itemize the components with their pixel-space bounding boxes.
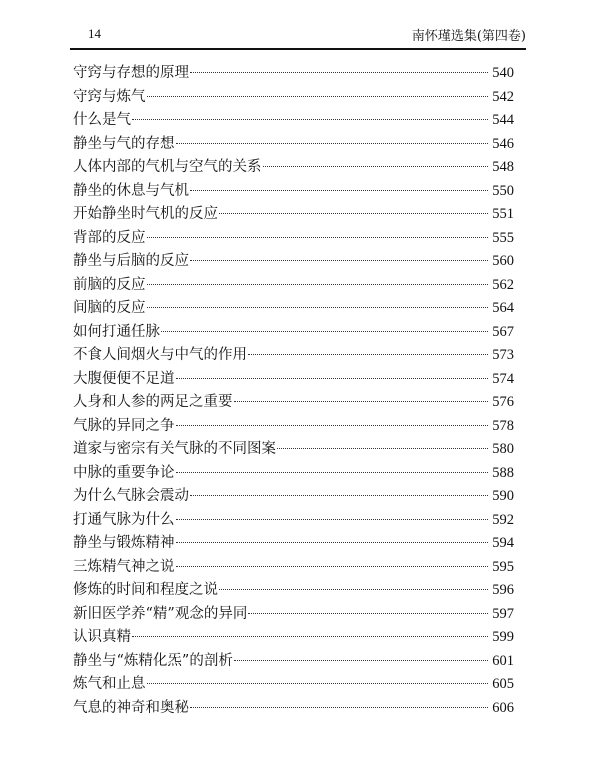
toc-entry-page-number: 564 bbox=[492, 300, 514, 316]
toc-entry-page-number: 595 bbox=[492, 558, 514, 575]
toc-entry bbox=[73, 274, 514, 298]
toc-entry-title: 静坐与锻炼精神 bbox=[73, 535, 175, 551]
dot-leader bbox=[234, 401, 489, 402]
toc-entry bbox=[73, 556, 514, 580]
dot-leader bbox=[176, 143, 489, 144]
toc-entry bbox=[73, 109, 514, 133]
toc-entry-page-number: 578 bbox=[492, 417, 514, 434]
toc-entry-page-number: 544 bbox=[492, 112, 514, 128]
toc-entry bbox=[73, 415, 514, 439]
toc-entry-title: 气息的神奇和奥秘 bbox=[73, 699, 189, 716]
dot-leader bbox=[263, 166, 489, 167]
toc-entry bbox=[73, 156, 514, 180]
toc-entry-title: 背部的反应 bbox=[73, 229, 146, 246]
dot-leader bbox=[161, 331, 488, 332]
toc-entry bbox=[73, 462, 514, 486]
toc-entry-page-number: 606 bbox=[492, 699, 514, 716]
toc-entry-page-number: 550 bbox=[492, 182, 514, 199]
toc-entry-title: 为什么气脉会震动 bbox=[73, 488, 189, 504]
toc-entry-page-number: 605 bbox=[492, 676, 514, 692]
toc-entry bbox=[73, 344, 514, 368]
dot-leader bbox=[176, 378, 489, 379]
toc-entry-title: 静坐与后脑的反应 bbox=[73, 253, 189, 269]
toc-entry-title: 炼气和止息 bbox=[73, 676, 146, 692]
toc-entry-page-number: 573 bbox=[492, 347, 514, 363]
dot-leader bbox=[132, 636, 488, 637]
toc-entry bbox=[73, 250, 514, 274]
toc-entry bbox=[73, 603, 514, 627]
toc-entry bbox=[73, 62, 514, 86]
toc-entry-title: 三炼精气神之说 bbox=[73, 558, 175, 575]
toc-entry-page-number: 562 bbox=[492, 276, 514, 293]
toc-entry-title: 新旧医学养“精”观念的异同 bbox=[73, 605, 248, 622]
toc-entry-page-number: 592 bbox=[492, 511, 514, 528]
dot-leader bbox=[277, 448, 488, 449]
dot-leader bbox=[190, 72, 488, 73]
toc-entry-page-number: 548 bbox=[492, 159, 514, 175]
page-header bbox=[70, 22, 526, 50]
toc-entry bbox=[73, 697, 514, 721]
toc-entry-title: 静坐与气的存想 bbox=[73, 135, 175, 152]
dot-leader bbox=[190, 260, 488, 261]
toc-entry bbox=[73, 297, 514, 321]
toc-entry-page-number: 551 bbox=[492, 206, 514, 222]
dot-leader bbox=[234, 660, 488, 661]
toc-entry-page-number: 567 bbox=[492, 323, 514, 340]
dot-leader bbox=[147, 96, 489, 97]
table-of-contents bbox=[73, 62, 514, 720]
dot-leader bbox=[176, 425, 489, 426]
toc-entry-page-number: 576 bbox=[492, 394, 514, 410]
toc-entry-title: 守窍与存想的原理 bbox=[73, 65, 189, 81]
toc-entry bbox=[73, 368, 514, 392]
toc-entry bbox=[73, 509, 514, 533]
dot-leader bbox=[147, 284, 489, 285]
toc-entry-title: 道家与密宗有关气脉的不同图案 bbox=[73, 441, 276, 457]
toc-entry bbox=[73, 438, 514, 462]
toc-entry-page-number: 560 bbox=[492, 253, 514, 269]
toc-entry-title: 静坐与“炼精化炁”的剖析 bbox=[73, 652, 233, 669]
dot-leader bbox=[176, 519, 489, 520]
toc-entry-page-number: 546 bbox=[492, 135, 514, 152]
dot-leader bbox=[147, 307, 489, 308]
toc-entry-page-number: 580 bbox=[492, 441, 514, 457]
dot-leader bbox=[132, 119, 488, 120]
toc-entry bbox=[73, 133, 514, 157]
toc-entry-title: 如何打通任脉 bbox=[73, 323, 160, 340]
dot-leader bbox=[176, 472, 489, 473]
dot-leader bbox=[147, 237, 489, 238]
dot-leader bbox=[219, 589, 488, 590]
toc-entry-title: 前脑的反应 bbox=[73, 276, 146, 293]
toc-entry-page-number: 599 bbox=[492, 629, 514, 645]
toc-entry-title: 中脉的重要争论 bbox=[73, 464, 175, 481]
toc-entry-page-number: 590 bbox=[492, 488, 514, 504]
toc-entry-title: 守窍与炼气 bbox=[73, 88, 146, 105]
toc-entry-page-number: 555 bbox=[492, 229, 514, 246]
toc-entry-title: 间脑的反应 bbox=[73, 300, 146, 316]
toc-entry-title: 静坐的休息与气机 bbox=[73, 182, 189, 199]
toc-entry bbox=[73, 180, 514, 204]
toc-entry-page-number: 596 bbox=[492, 582, 514, 598]
toc-entry bbox=[73, 227, 514, 251]
toc-entry-title: 什么是气 bbox=[73, 112, 131, 128]
dot-leader bbox=[190, 495, 488, 496]
toc-entry bbox=[73, 673, 514, 697]
dot-leader bbox=[248, 354, 488, 355]
toc-entry-page-number: 594 bbox=[492, 535, 514, 551]
toc-entry-title: 开始静坐时气机的反应 bbox=[73, 206, 218, 222]
dot-leader bbox=[176, 566, 489, 567]
toc-entry bbox=[73, 321, 514, 345]
toc-entry bbox=[73, 203, 514, 227]
dot-leader bbox=[248, 613, 488, 614]
dot-leader bbox=[176, 542, 489, 543]
toc-entry bbox=[73, 86, 514, 110]
dot-leader bbox=[190, 190, 488, 191]
page-number: 14 bbox=[88, 26, 101, 41]
toc-entry-page-number: 597 bbox=[492, 605, 514, 622]
toc-entry bbox=[73, 485, 514, 509]
dot-leader bbox=[147, 683, 489, 684]
toc-entry-title: 人身和人参的两足之重要 bbox=[73, 394, 233, 410]
toc-entry bbox=[73, 650, 514, 674]
toc-entry-page-number: 542 bbox=[492, 88, 514, 105]
running-title: 南怀瑾选集(第四卷) bbox=[411, 29, 526, 44]
toc-entry-title: 认识真精 bbox=[73, 629, 131, 645]
dot-leader bbox=[190, 707, 488, 708]
toc-entry-page-number: 540 bbox=[492, 65, 514, 81]
toc-entry-page-number: 574 bbox=[492, 370, 514, 387]
toc-entry-title: 打通气脉为什么 bbox=[73, 511, 175, 528]
toc-entry bbox=[73, 579, 514, 603]
toc-entry-page-number: 588 bbox=[492, 464, 514, 481]
toc-entry bbox=[73, 626, 514, 650]
toc-entry-title: 气脉的异同之争 bbox=[73, 417, 175, 434]
toc-entry bbox=[73, 391, 514, 415]
toc-entry-title: 人体内部的气机与空气的关系 bbox=[73, 159, 262, 175]
toc-entry-title: 修炼的时间和程度之说 bbox=[73, 582, 218, 598]
toc-entry-title: 不食人间烟火与中气的作用 bbox=[73, 347, 247, 363]
dot-leader bbox=[219, 213, 488, 214]
toc-entry-page-number: 601 bbox=[492, 652, 514, 669]
toc-entry bbox=[73, 532, 514, 556]
toc-entry-title: 大腹便便不足道 bbox=[73, 370, 175, 387]
